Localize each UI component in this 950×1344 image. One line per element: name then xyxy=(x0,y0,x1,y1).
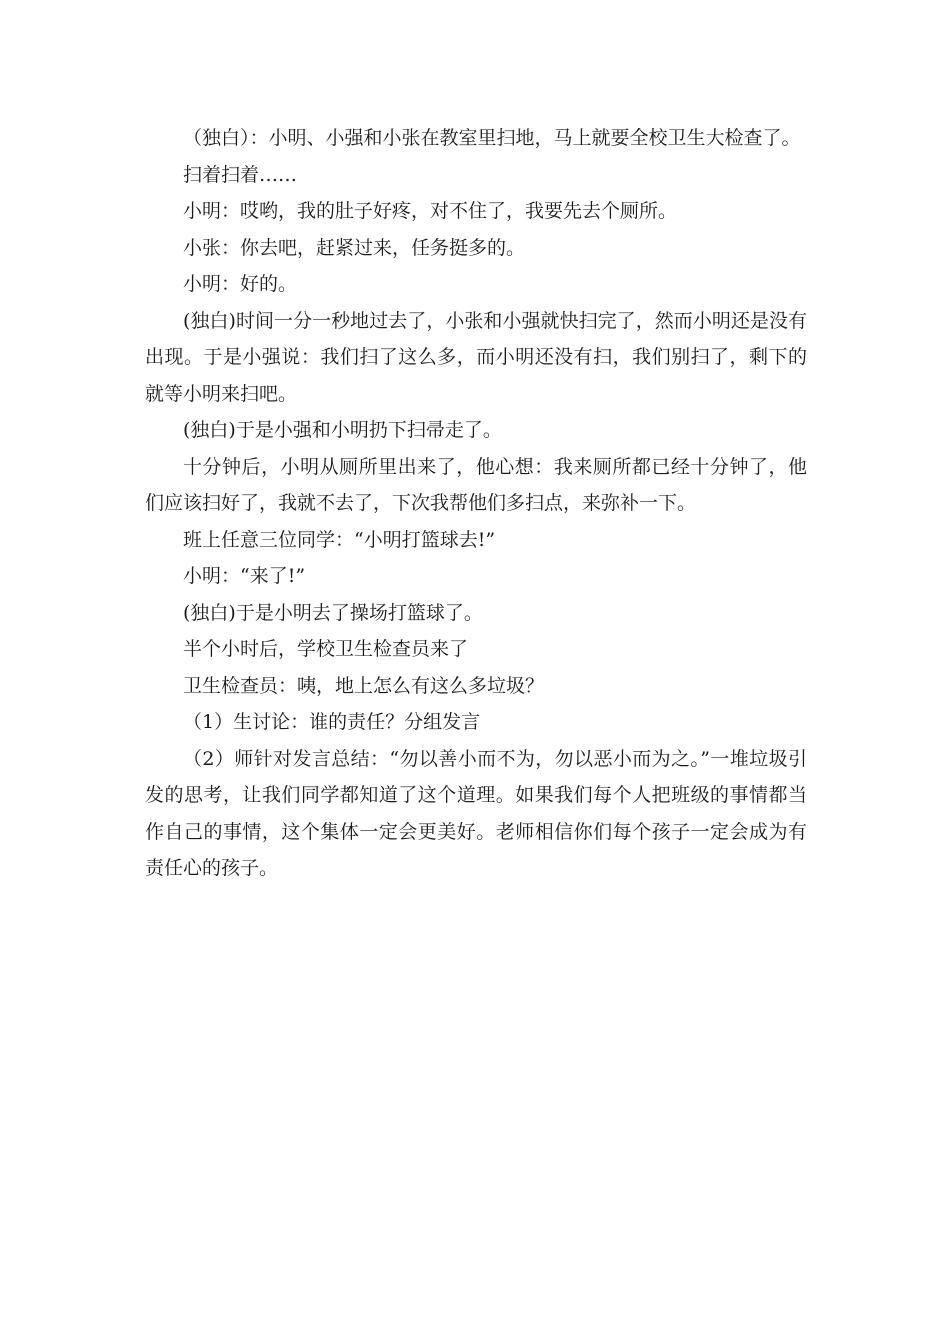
paragraph-narration-time-passes: (独白)时间一分一秒地过去了，小张和小强就快扫完了，然而小明还是没有出现。于是小强说：我们扫了这么多，而小明还没有扫，我们别扫了，剩下的就等小明来扫吧。 xyxy=(145,309,807,405)
paragraph-inspector: 卫生检查员：咦，地上怎么有这么多垃圾？ xyxy=(183,674,545,697)
paragraph-ten-minutes-later: 十分钟后，小明从厕所里出来了，他心想：我来厕所都已经十分钟了，他们应该扫好了，我就不去了，下次我帮他们多扫点，来弥补一下。 xyxy=(145,455,807,514)
paragraph-xiaoming-coming: 小明：“来了!” xyxy=(183,565,306,587)
paragraph-sweeping: 扫着扫着…… xyxy=(183,163,298,186)
paragraph-narration-basketball: (独白)于是小明去了操场打篮球了。 xyxy=(183,601,483,624)
paragraph-half-hour-later: 半个小时后，学校卫生检查员来了 xyxy=(183,638,469,660)
paragraph-xiaoming-stomach: 小明：哎哟，我的肚子好疼，对不住了，我要先去个厕所。 xyxy=(183,200,678,222)
paragraph-classmates-call: 班上任意三位同学：“小明打篮球去!” xyxy=(183,528,496,551)
paragraph-narration-intro: （独白）：小明、小强和小张在教室里扫地，马上就要全校卫生大检查了。 xyxy=(183,127,801,149)
paragraph-teacher-summary: （2）师针对发言总结：“勿以善小而不为，勿以恶小而为之。”一堆垃圾引发的思考，让我们同学都知道了这个道理。如果我们每个人把班级的事情都当作自己的事情，这个集体一定会更美好。老师相信你们每个孩子一定会成为有责任心的孩子。 xyxy=(145,747,807,879)
document-body xyxy=(145,120,807,887)
paragraph-narration-leave: (独白)于是小强和小明扔下扫帚走了。 xyxy=(183,419,502,441)
paragraph-xiaozhang-reply: 小张：你去吧，赶紧过来，任务挺多的。 xyxy=(183,236,526,259)
paragraph-discussion: （1）生讨论：谁的责任？分组发言 xyxy=(183,711,481,733)
paragraph-xiaoming-ok: 小明：好的。 xyxy=(183,273,298,295)
